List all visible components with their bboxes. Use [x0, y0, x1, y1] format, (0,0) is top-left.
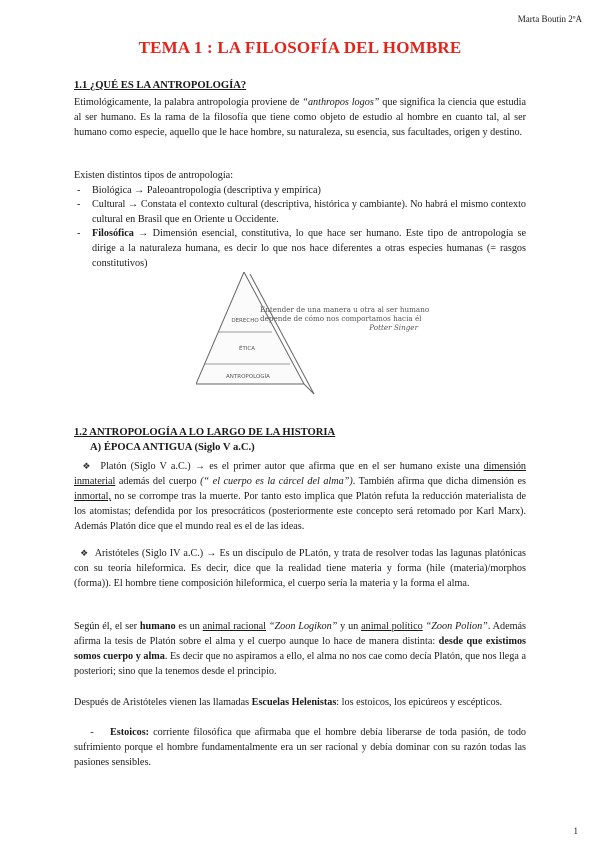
paragraph-segun-el: Según él, el ser humano es un animal racional “Zoon Logikon” y un animal político “Zoon Polion”. Además afirma la tesis de Platón sobre el alma y el cuerpo aunque lo hace de manera distinta: desde que existimos somos cuerpo y alma. Es decir que no aspiramos a ello, el alma no nos cae como decía Platón, que nos llega a posteriori; sino que la tenemos desde el principio. [74, 621, 527, 677]
quote-author: Potter Singer [369, 323, 418, 332]
term-anthropos-logos: “anthropos logos” [302, 97, 380, 108]
paragraph-estoicos: - Estoicos: corriente filosófica que afirmaba que el hombre debía liberarse de toda pasión, de todo sufrimiento porque el hombre fundamentalmente era un ser racional y debía dominar con su razón todas las pasiones sensibles. [74, 727, 527, 768]
pyramid-layer-antropologia: ANTROPOLOGÍA [226, 374, 270, 380]
list-item-filosofica: - Filosófica → Dimensión esencial, constitutiva, lo que hace ser humano. Este tipo de antropología se dirige a la naturaleza humana, es decir lo que nos hace diferentes a otras especies humanas (= rasgos constitutivos) [77, 228, 526, 269]
author-header: Marta Boutin 2ºA [517, 14, 582, 24]
page-title: TEMA 1 : LA FILOSOFÍA DEL HOMBRE [138, 38, 462, 57]
pyramid-layer-etica: ÉTICA [238, 346, 256, 352]
pyramid-layer-derecho: DERECHO [231, 318, 259, 324]
diamond-bullet-icon: ❖ [82, 461, 93, 471]
list-item-biologica: - Biológica → Paleoantropología (descriptiva y empírica) [77, 185, 321, 196]
paragraph-types-intro: Existen distintos tipos de antropología: [74, 170, 234, 181]
page-number: 1 [573, 826, 578, 836]
pyramid-diagram [196, 272, 446, 402]
paragraph-platon: ❖ Platón (Siglo V a.C.) → es el primer autor que afirma que en el ser humano existe una dimensión inmaterial además del cuerpo (“ el cuerpo es la cárcel del alma”). También afirma que dicha dimensión es inmortal, no se corrompe tras la muerte. Por tanto esto implica que Platón refuta la reducción materialista de los atomistas; defendida por los presocráticos (posteriormente este concepto será retomado por Karl Marx). Además Platón dice que el mundo real es el de las ideas. [74, 461, 527, 532]
section-heading-1-2: 1.2 ANTROPOLOGÍA A LO LARGO DE LA HISTORIA [74, 427, 336, 438]
list-item-cultural: - Cultural → Constata el contexto cultural (descriptiva, histórica y cambiante). No habrá el mismo contexto cultural en Brasil que en Oriente u Occidente. [77, 199, 526, 225]
paragraph-escuelas-helenistas: Después de Aristóteles vienen las llamadas Escuelas Helenistas: los estoicos, los epicúreos y escépticos. [74, 697, 503, 708]
section-heading-1-1: 1.1 ¿QUÉ ES LA ANTROPOLOGÍA? [74, 80, 247, 91]
paragraph-etymology: Etimológicamente, la palabra antropología proviene de “anthropos logos” que significa la ciencia que estudia al ser humano. Es la rama de la filosofía que tiene como objeto de estudio al hombre en cuanto tal, al ser humano como especie, aquello que le hace hombre, su naturaleza, su esencia, sus facultades, origen y destino. [74, 97, 526, 138]
subheading-epoca-antigua: A) ÉPOCA ANTIGUA (Siglo V a.C.) [90, 442, 255, 453]
diagram-quote: Entender de una manera u otra al ser humano depende de cómo nos comportamos hacia él Potter Singer [260, 305, 430, 332]
paragraph-aristoteles: ❖ Aristóteles (Siglo IV a.C.) → Es un discípulo de PLatón, y trata de resolver todas las lagunas platónicas con su teoría hileformica. Es decir, dice que la realidad tiene materia y forma (hile (materia)/morphos (forma)). El hombre tiene composición hileformica, el cuerpo sería la materia y la forma el alma. [74, 548, 526, 589]
diamond-bullet-icon: ❖ [80, 548, 89, 558]
